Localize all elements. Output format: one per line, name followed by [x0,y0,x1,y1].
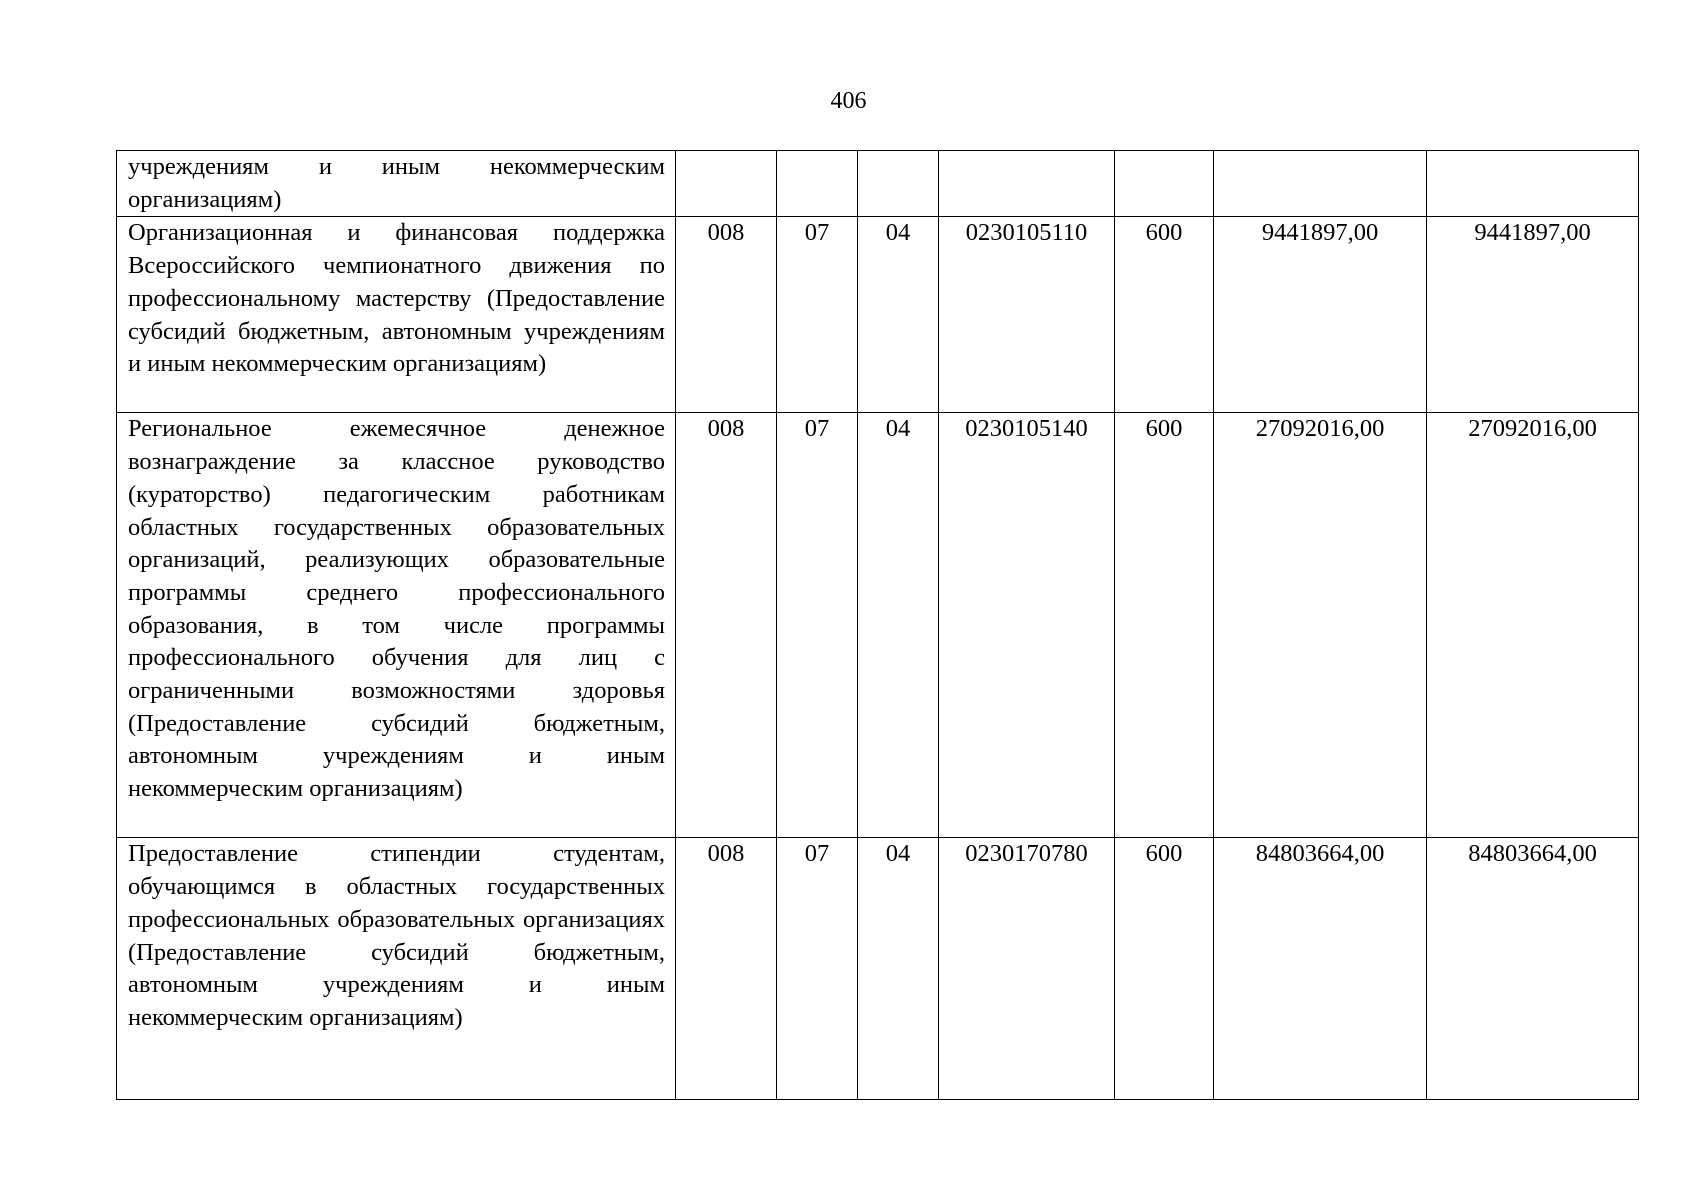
row-expense-type: 600 [1115,838,1214,1100]
row-target-article [939,151,1115,217]
row-amount-2 [1427,151,1639,217]
row-description: Предоставление стипендии студентам, обучающимся в областных государственных профессиональных образовательных организациях (Предоставление субсидий бюджетным, автономным учреждениям и иным некоммерческим организациям) [117,838,676,1100]
row-grbs-code [676,151,777,217]
row-subsection-code: 04 [858,217,939,413]
budget-table [116,150,1639,1100]
row-amount-1: 9441897,00 [1214,217,1427,413]
table-row [117,217,1639,413]
row-grbs-code: 008 [676,838,777,1100]
row-amount-2: 27092016,00 [1427,413,1639,838]
table-row [117,151,1639,217]
row-grbs-code: 008 [676,413,777,838]
row-amount-1: 27092016,00 [1214,413,1427,838]
row-target-article: 0230170780 [939,838,1115,1100]
row-expense-type: 600 [1115,217,1214,413]
row-target-article: 0230105110 [939,217,1115,413]
row-description: учреждениям и иным некоммерческим организациям) [117,151,676,217]
row-amount-2: 9441897,00 [1427,217,1639,413]
table-row [117,838,1639,1100]
row-description: Организационная и финансовая поддержка Всероссийского чемпионатного движения по профессиональному мастерству (Предоставление субсидий бюджетным, автономным учреждениям и иным некоммерческим организациям) [117,217,676,413]
row-description: Региональное ежемесячное денежное вознаграждение за классное руководство (кураторство) педагогическим работникам областных государственных образовательных организаций, реализующих образовательные программы среднего профессионального образования, в том числе программы профессионального обучения для лиц с ограниченными возможностями здоровья (Предоставление субсидий бюджетным, автономным учреждениям и иным некоммерческим организациям) [117,413,676,838]
row-section-code: 07 [777,838,858,1100]
row-subsection-code: 04 [858,413,939,838]
row-subsection-code [858,151,939,217]
row-amount-1 [1214,151,1427,217]
row-expense-type [1115,151,1214,217]
table-row [117,413,1639,838]
row-subsection-code: 04 [858,838,939,1100]
row-amount-1: 84803664,00 [1214,838,1427,1100]
row-section-code: 07 [777,413,858,838]
row-target-article: 0230105140 [939,413,1115,838]
row-expense-type: 600 [1115,413,1214,838]
row-section-code: 07 [777,217,858,413]
page-number: 406 [830,88,867,114]
row-section-code [777,151,858,217]
row-grbs-code: 008 [676,217,777,413]
row-amount-2: 84803664,00 [1427,838,1639,1100]
